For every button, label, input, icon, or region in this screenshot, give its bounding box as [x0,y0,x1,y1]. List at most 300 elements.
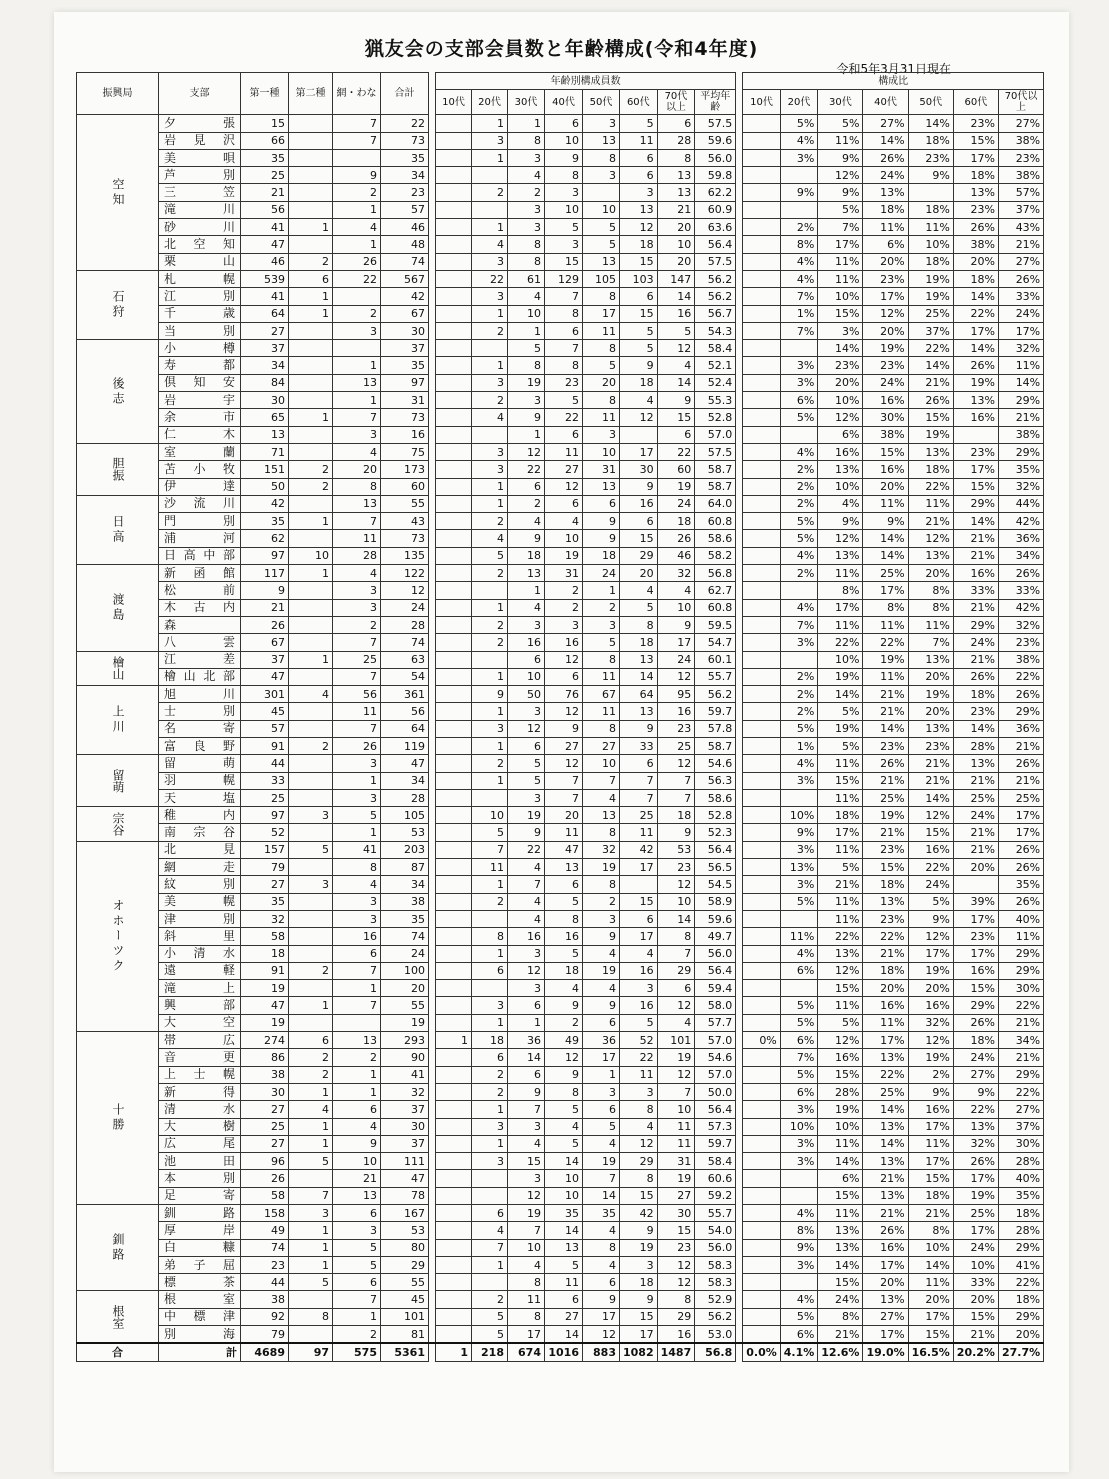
cell-value: 41% [998,1256,1043,1273]
cell-value: 47 [241,236,289,253]
cell-value: 5% [780,1014,818,1031]
branch-name: 栗山 [159,253,241,270]
cell-value: 1 [333,392,381,409]
cell-value: 3 [583,115,620,132]
cell-value: 17% [863,288,908,305]
cell-value: 21% [953,1326,998,1344]
total-value: 1016 [545,1343,583,1361]
cell-value: 53 [381,824,429,841]
cell-value [743,1291,781,1308]
cell-value: 4 [508,859,545,876]
cell-value: 13% [780,859,818,876]
cell-value: 10 [545,1187,583,1204]
cell-value [436,322,472,339]
total-value: 883 [583,1343,620,1361]
cell-value: 3 [508,945,545,962]
cell-value: 56.3 [695,772,736,789]
cell-value: 8 [508,253,545,270]
cell-value: 63 [381,651,429,668]
cell-value [436,149,472,166]
cell-value: 3 [545,184,583,201]
cell-value: 18 [472,1032,508,1049]
cell-value: 9 [657,616,695,633]
cell-value: 3 [333,1222,381,1239]
branch-name: 室蘭 [159,443,241,460]
cell-value: 12% [818,1032,863,1049]
cell-value: 13 [620,201,658,218]
cell-value: 21% [998,1049,1043,1066]
cell-value: 11% [863,668,908,685]
cell-value: 38 [381,893,429,910]
header-gap [736,73,743,115]
cell-value: 4% [780,755,818,772]
cell-value: 42 [620,1205,658,1222]
cell-value: 19 [241,980,289,997]
cell-value: 14% [818,1153,863,1170]
cell-value: 5 [289,1274,333,1291]
cell-value: 58.3 [695,1274,736,1291]
cell-value: 5 [620,1014,658,1031]
header-ratio-age: 40代 [863,90,908,115]
cell-value: 12 [545,1049,583,1066]
column-gap [736,478,743,495]
cell-value: 22% [863,928,908,945]
cell-value: 18 [508,547,545,564]
cell-value: 1 [508,1014,545,1031]
cell-value: 91 [241,737,289,754]
table-row [77,1083,1044,1100]
cell-value: 11 [583,668,620,685]
cell-value: 16% [863,997,908,1014]
cell-value: 12% [908,928,953,945]
cell-value: 33 [620,737,658,754]
cell-value [436,115,472,132]
cell-value: 29% [998,443,1043,460]
cell-value: 49 [241,1222,289,1239]
cell-value: 7% [908,634,953,651]
cell-value: 3 [472,132,508,149]
branch-name: 余市 [159,409,241,426]
cell-value: 25% [863,1083,908,1100]
cell-value: 7 [657,945,695,962]
cell-value: 11 [620,132,658,149]
cell-value: 52.4 [695,374,736,391]
column-gap [429,513,436,530]
cell-value: 54.5 [695,876,736,893]
cell-value: 5% [780,997,818,1014]
column-gap [429,1274,436,1291]
cell-value: 6 [333,1205,381,1222]
cell-value: 21 [333,1170,381,1187]
cell-value: 20% [953,859,998,876]
cell-value: 20% [908,980,953,997]
cell-value: 6 [657,115,695,132]
cell-value: 13% [863,1187,908,1204]
cell-value: 56.5 [695,859,736,876]
cell-value: 9% [780,824,818,841]
cell-value: 58.7 [695,478,736,495]
cell-value: 11% [818,616,863,633]
cell-value: 3 [333,322,381,339]
cell-value: 9 [333,1135,381,1152]
cell-value: 23% [863,737,908,754]
cell-value: 55 [381,495,429,512]
region-cell: 石狩 [77,270,159,339]
column-gap [736,928,743,945]
cell-value [743,720,781,737]
column-gap [429,876,436,893]
branch-name: 江差 [159,651,241,668]
cell-value [780,167,818,184]
cell-value [743,495,781,512]
cell-value: 21% [998,236,1043,253]
branch-name: 小樽 [159,340,241,357]
cell-value: 3 [472,720,508,737]
cell-value: 6 [620,149,658,166]
cell-value: 18% [863,201,908,218]
column-gap [429,1256,436,1273]
cell-value: 81 [381,1326,429,1344]
cell-value: 8% [908,582,953,599]
cell-value [436,1326,472,1344]
cell-value: 55.7 [695,1205,736,1222]
cell-value: 30 [241,392,289,409]
cell-value: 67 [241,634,289,651]
table-row [77,305,1044,322]
table-row [77,115,1044,132]
cell-value: 12% [818,530,863,547]
column-gap [736,1032,743,1049]
cell-value: 12 [508,1187,545,1204]
cell-value: 2 [472,893,508,910]
cell-value: 31 [583,461,620,478]
cell-value: 16% [908,841,953,858]
cell-value: 25% [908,305,953,322]
cell-value: 1 [508,426,545,443]
cell-value: 28 [657,132,695,149]
cell-value [436,340,472,357]
column-gap [429,115,436,132]
cell-value [289,1326,333,1344]
cell-value [436,1118,472,1135]
cell-value: 37 [381,1135,429,1152]
cell-value: 1 [289,1222,333,1239]
cell-value: 58.6 [695,530,736,547]
column-gap [736,1326,743,1344]
cell-value: 16% [863,461,908,478]
cell-value: 15% [953,1308,998,1325]
cell-value: 21% [863,1205,908,1222]
cell-value: 4 [333,219,381,236]
column-gap [736,201,743,218]
cell-value: 25% [863,565,908,582]
cell-value: 91 [241,962,289,979]
cell-value [333,288,381,305]
column-gap [429,374,436,391]
cell-value: 6 [545,668,583,685]
total-value: 20.2% [953,1343,998,1361]
cell-value [436,270,472,287]
column-gap [429,1326,436,1344]
cell-value: 21 [241,599,289,616]
cell-value: 4% [780,1205,818,1222]
cell-value: 15 [620,1187,658,1204]
cell-value: 80 [381,1239,429,1256]
cell-value: 3 [508,1170,545,1187]
cell-value: 17% [953,910,998,927]
column-gap [736,824,743,841]
cell-value: 11% [908,495,953,512]
cell-value: 8 [545,167,583,184]
cell-value: 62.7 [695,582,736,599]
cell-value: 29% [998,1239,1043,1256]
cell-value: 8 [545,910,583,927]
cell-value: 9 [583,997,620,1014]
cell-value: 97 [241,547,289,564]
column-gap [429,1187,436,1204]
cell-value: 21% [818,876,863,893]
cell-value [620,876,658,893]
cell-value: 11% [818,789,863,806]
cell-value [743,443,781,460]
column-gap [429,392,436,409]
cell-value [436,686,472,703]
table-row [77,513,1044,530]
cell-value: 13% [863,1049,908,1066]
cell-value: 44% [998,495,1043,512]
cell-value: 1 [472,945,508,962]
cell-value: 17% [863,1256,908,1273]
cell-value: 1 [333,1308,381,1325]
cell-value: 2 [472,1083,508,1100]
cell-value: 28 [381,616,429,633]
table-row [77,1032,1044,1049]
cell-value: 10 [657,599,695,616]
cell-value: 4% [780,132,818,149]
cell-value: 14% [953,513,998,530]
cell-value: 57.3 [695,1118,736,1135]
cell-value: 1% [780,737,818,754]
cell-value: 3 [620,184,658,201]
branch-name: 旭川 [159,686,241,703]
cell-value: 17% [998,322,1043,339]
cell-value: 13 [333,374,381,391]
cell-value: 203 [381,841,429,858]
cell-value [333,340,381,357]
cell-value: 19 [657,478,695,495]
cell-value: 9% [818,513,863,530]
cell-value: 4 [472,236,508,253]
cell-value: 5 [472,824,508,841]
cell-value: 7 [333,962,381,979]
cell-value: 12 [583,1326,620,1344]
cell-value: 24 [657,651,695,668]
cell-value: 30 [241,1083,289,1100]
table-row [77,565,1044,582]
cell-value: 29% [998,1308,1043,1325]
region-cell: オホーツク [77,841,159,1031]
cell-value: 18 [657,513,695,530]
cell-value: 4 [508,1135,545,1152]
cell-value: 14 [508,1049,545,1066]
cell-value [743,703,781,720]
column-gap [429,184,436,201]
cell-value [780,1187,818,1204]
cell-value: 4 [620,582,658,599]
cell-value: 7 [333,513,381,530]
branch-name: 三笠 [159,184,241,201]
cell-value [583,184,620,201]
cell-value: 1 [472,1135,508,1152]
cell-value: 105 [381,807,429,824]
cell-value: 22% [908,859,953,876]
cell-value: 1 [289,409,333,426]
cell-value: 28% [818,1083,863,1100]
cell-value [436,288,472,305]
cell-value [436,599,472,616]
cell-value: 21 [657,201,695,218]
table-row [77,686,1044,703]
table-row [77,928,1044,945]
cell-value: 1 [333,824,381,841]
cell-value: 5 [583,236,620,253]
cell-value: 30% [998,980,1043,997]
cell-value: 13% [863,184,908,201]
cell-value [743,980,781,997]
cell-value: 3 [583,1083,620,1100]
cell-value: 57.0 [695,1066,736,1083]
cell-value: 4% [780,443,818,460]
cell-value: 3% [780,1256,818,1273]
cell-value: 87 [381,859,429,876]
cell-value: 11 [545,824,583,841]
cell-value: 56.4 [695,236,736,253]
cell-value: 3 [472,997,508,1014]
cell-value: 7% [780,288,818,305]
cell-value: 11% [818,841,863,858]
column-gap [736,426,743,443]
cell-value: 47 [381,755,429,772]
cell-value: 20% [953,253,998,270]
cell-value: 2% [780,686,818,703]
cell-value: 36 [508,1032,545,1049]
cell-value: 36% [998,720,1043,737]
column-gap [429,720,436,737]
branch-name: 上士幌 [159,1066,241,1083]
cell-value: 4 [508,893,545,910]
cell-value: 3 [333,789,381,806]
cell-value: 24% [998,305,1043,322]
cell-value: 12% [908,807,953,824]
cell-value [436,1049,472,1066]
branch-name: 厚岸 [159,1222,241,1239]
cell-value: 20 [545,807,583,824]
table-row [77,876,1044,893]
branch-name: 大樹 [159,1118,241,1135]
cell-value: 10% [818,288,863,305]
cell-value [743,478,781,495]
branch-name: 倶知安 [159,374,241,391]
cell-value: 35 [241,513,289,530]
cell-value: 37% [998,1118,1043,1135]
branch-name: 釧路 [159,1205,241,1222]
cell-value: 1 [472,703,508,720]
cell-value: 15% [908,1326,953,1344]
column-gap [429,1049,436,1066]
cell-value: 2 [472,634,508,651]
cell-value: 36% [998,530,1043,547]
table-row [77,1187,1044,1204]
table-row [77,1014,1044,1031]
branch-name: 遠軽 [159,962,241,979]
column-gap [429,1014,436,1031]
cell-value: 56.0 [695,1239,736,1256]
cell-value: 5 [657,322,695,339]
cell-value: 56.2 [695,288,736,305]
branch-name: 芦別 [159,167,241,184]
cell-value: 122 [381,565,429,582]
cell-value: 25% [998,789,1043,806]
cell-value: 16 [657,1326,695,1344]
cell-value: 9 [508,1083,545,1100]
cell-value: 1 [472,1101,508,1118]
cell-value: 8% [818,582,863,599]
cell-value: 13% [863,1291,908,1308]
cell-value: 5 [620,115,658,132]
cell-value: 47 [381,1170,429,1187]
cell-value: 5 [472,1308,508,1325]
cell-value [289,1014,333,1031]
branch-name: 門別 [159,513,241,530]
cell-value: 5 [583,357,620,374]
cell-value: 5 [620,599,658,616]
cell-value [743,288,781,305]
cell-value: 24 [657,495,695,512]
column-gap [736,980,743,997]
column-gap [429,582,436,599]
cell-value: 17 [583,1049,620,1066]
cell-value: 16% [818,1049,863,1066]
cell-value: 6 [333,945,381,962]
cell-value: 16 [657,703,695,720]
cell-value [743,1101,781,1118]
table-row [77,357,1044,374]
cell-value: 9 [583,1291,620,1308]
cell-value: 92 [241,1308,289,1325]
total-value: 19.0% [863,1343,908,1361]
branch-name: 広尾 [159,1135,241,1152]
cell-value [289,703,333,720]
cell-value: 52.1 [695,357,736,374]
cell-value [289,772,333,789]
cell-value [436,928,472,945]
cell-value [743,1170,781,1187]
cell-value: 12 [657,997,695,1014]
cell-value: 119 [381,737,429,754]
column-gap [736,167,743,184]
cell-value [743,115,781,132]
cell-value: 53 [657,841,695,858]
branch-name: 稚内 [159,807,241,824]
cell-value: 16 [381,426,429,443]
cell-value: 16 [508,634,545,651]
cell-value: 56.2 [695,1308,736,1325]
cell-value: 5% [780,893,818,910]
column-gap [429,495,436,512]
cell-value: 13% [953,755,998,772]
branch-name: 新得 [159,1083,241,1100]
cell-value: 19% [908,686,953,703]
